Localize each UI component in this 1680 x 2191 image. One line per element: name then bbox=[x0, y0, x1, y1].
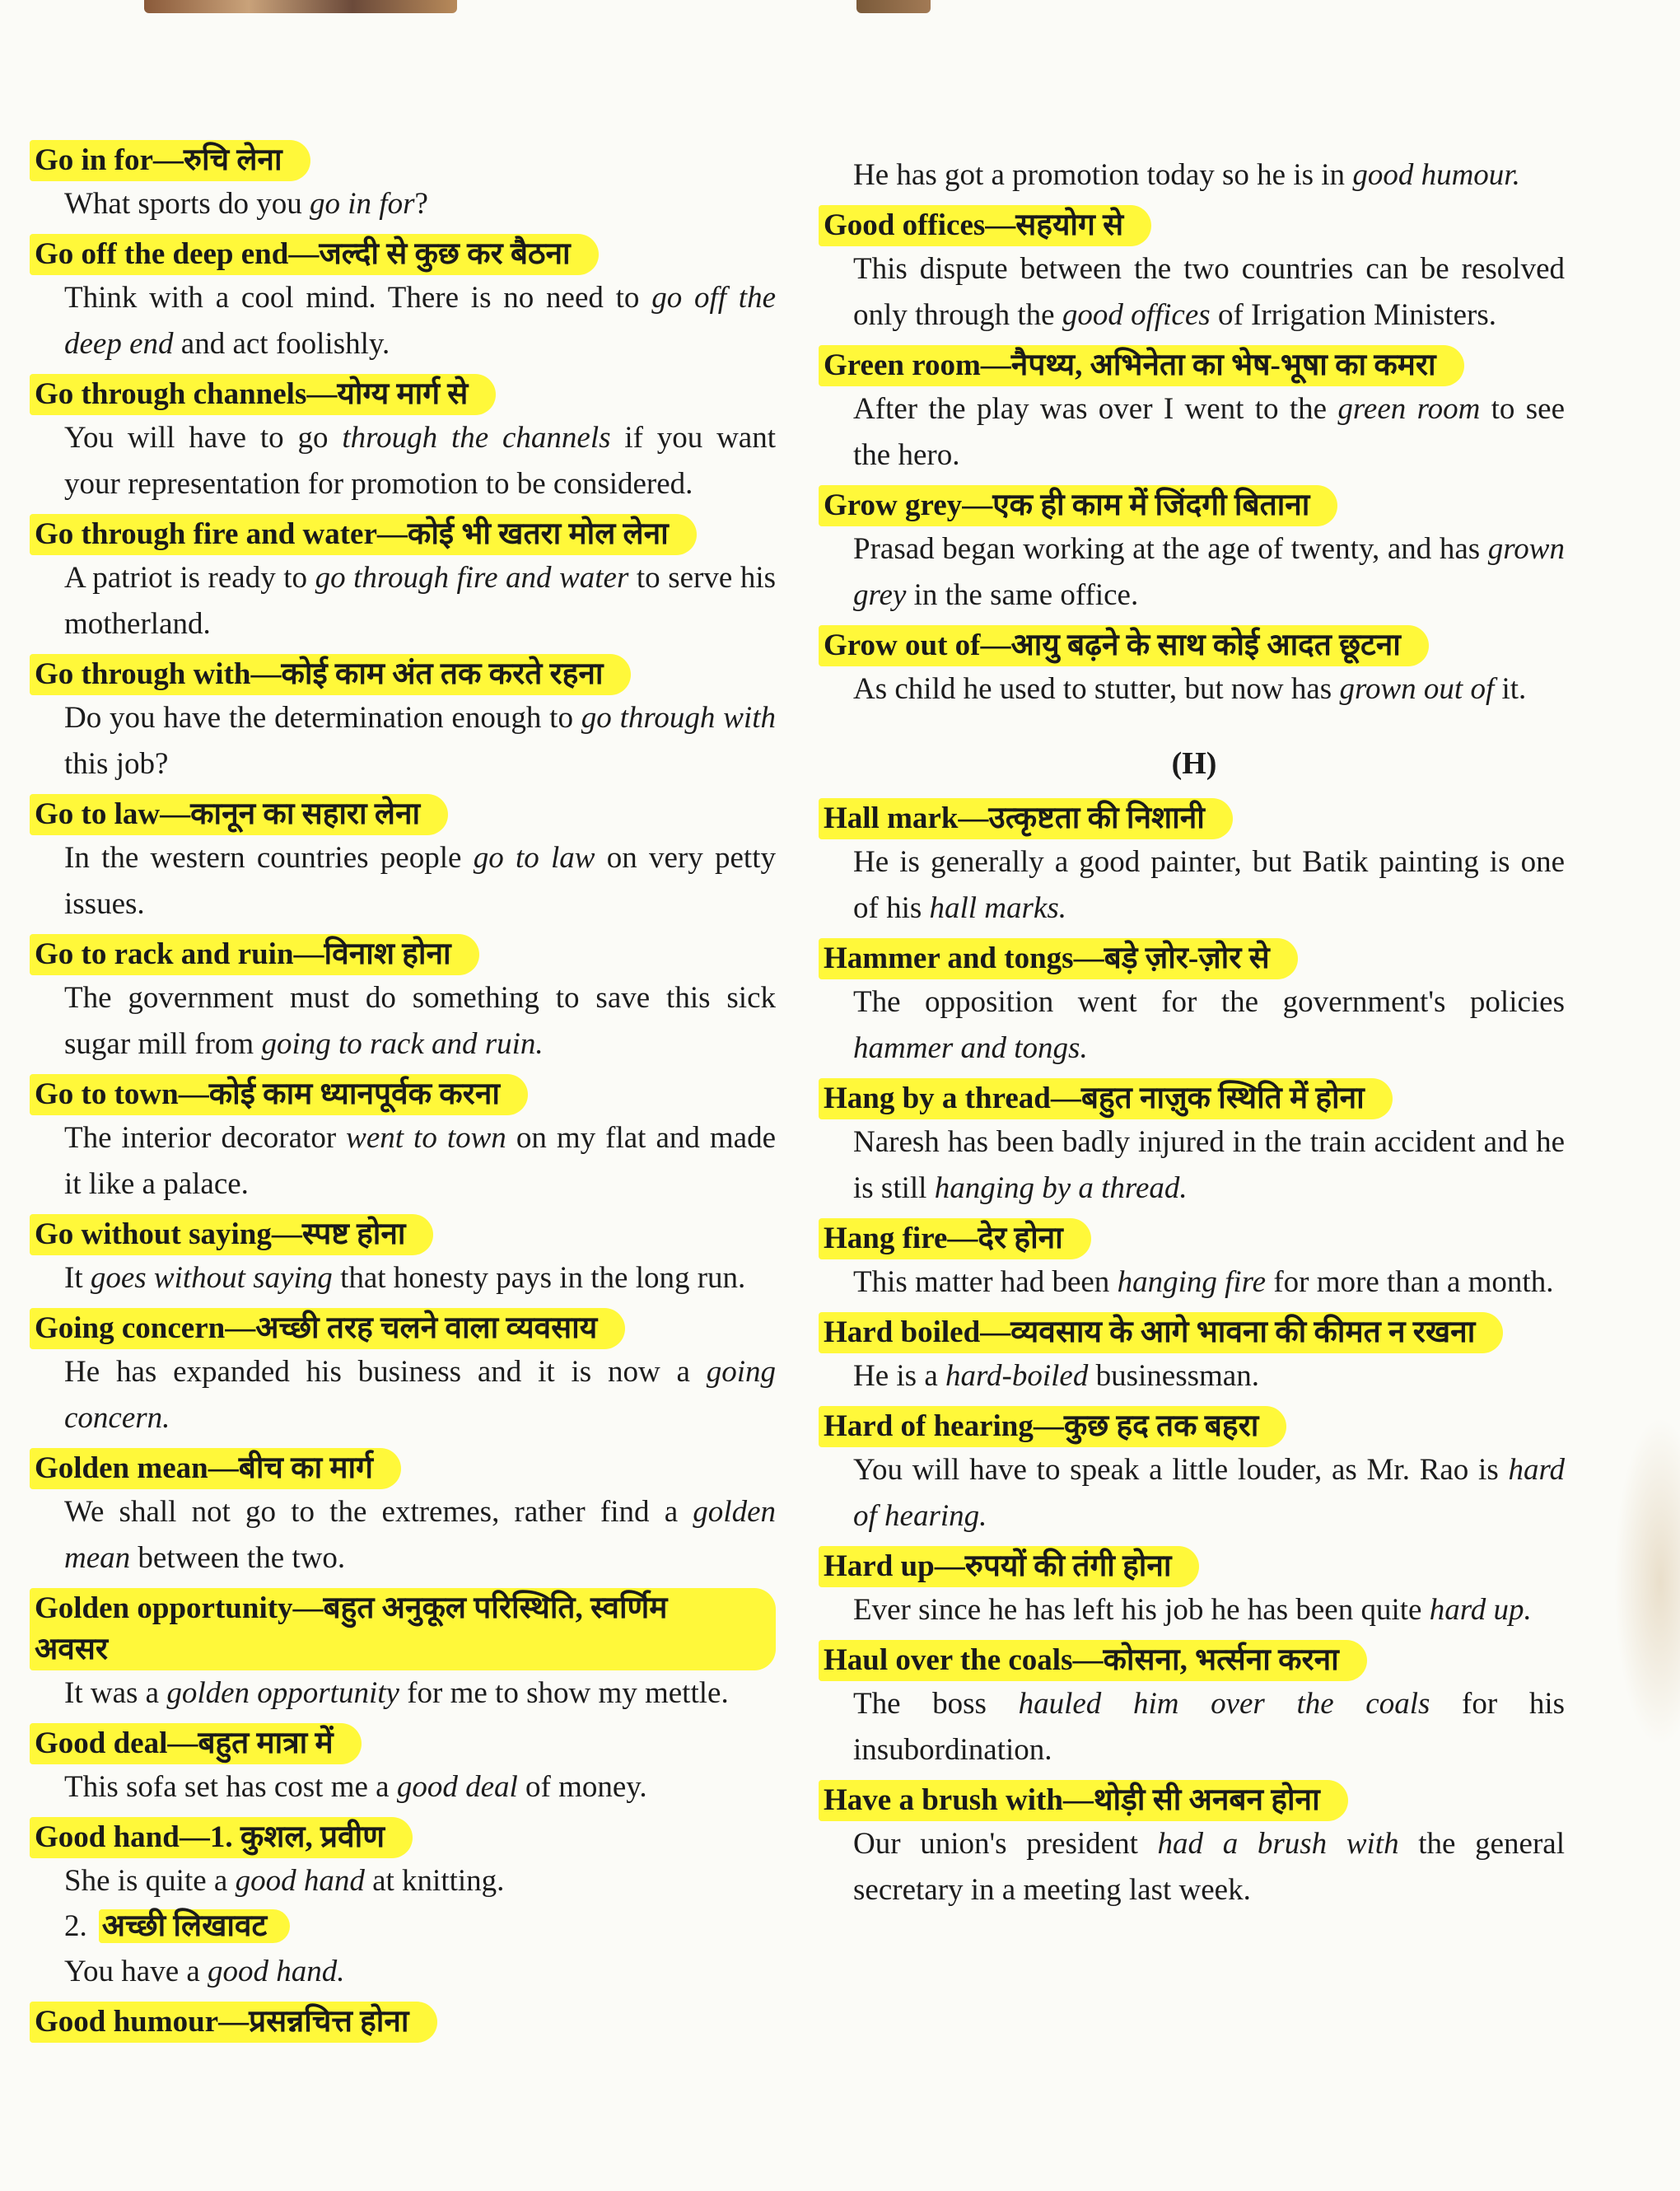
idiom-term: Hard up—रुपयों की तंगी होना bbox=[819, 1546, 1199, 1587]
idiom-term: Grow out of—आयु बढ़ने के साथ कोई आदत छूटना bbox=[819, 625, 1429, 666]
example-sentence: This sofa set has cost me a good deal of money. bbox=[64, 1770, 647, 1804]
idiom-usage: go to law bbox=[473, 841, 595, 875]
hindi-meaning: बड़े ज़ोर-ज़ोर से bbox=[1104, 941, 1270, 975]
idiom-usage: go through fire and water bbox=[315, 561, 629, 595]
example-sentence: Prasad began working at the age of twenty, and has grown grey in the same office. bbox=[853, 532, 1565, 612]
idiom-usage: good hand. bbox=[208, 1955, 345, 1988]
idiom-term: Good hand—1. कुशल, प्रवीण bbox=[30, 1817, 413, 1858]
idiom-phrase: Hammer and tongs bbox=[824, 941, 1074, 975]
idiom-term: Go without saying—स्पष्ट होना bbox=[30, 1214, 433, 1255]
example-sentence: He is generally a good painter, but Batik painting is one of his hall marks. bbox=[853, 845, 1565, 925]
idiom-phrase: Grow out of bbox=[824, 628, 981, 662]
idiom-phrase: Grow grey bbox=[824, 488, 963, 522]
idiom-entry bbox=[824, 1406, 1565, 1539]
idiom-phrase: Golden opportunity bbox=[35, 1591, 293, 1625]
hindi-meaning: उत्कृष्टता की निशानी bbox=[988, 801, 1205, 835]
idiom-phrase: Have a brush with bbox=[824, 1783, 1063, 1817]
idiom-usage: went to town bbox=[346, 1121, 506, 1155]
idiom-phrase: Hard up bbox=[824, 1549, 935, 1583]
idiom-entry bbox=[35, 1588, 776, 1717]
idiom-entry bbox=[35, 1308, 776, 1441]
example-sentence: Think with a cool mind. There is no need to go off the deep end and act foolishly. bbox=[64, 281, 777, 361]
idiom-entry bbox=[35, 1817, 776, 1995]
torn-cover-edge-right bbox=[856, 0, 931, 13]
idiom-entry bbox=[824, 1780, 1565, 1913]
hindi-meaning: नैपथ्य, अभिनेता का भेष-भूषा का कमरा bbox=[1010, 348, 1436, 382]
idiom-usage: hauled him over the coals bbox=[1018, 1687, 1430, 1721]
idiom-phrase: Hard of hearing bbox=[824, 1409, 1034, 1443]
idiom-usage: hanging fire bbox=[1117, 1265, 1267, 1299]
idiom-phrase: Hang by a thread bbox=[824, 1081, 1051, 1115]
example-sentence: As child he used to stutter, but now has grown out of it. bbox=[853, 672, 1527, 706]
idiom-term: Hard of hearing—कुछ हद तक बहरा bbox=[819, 1406, 1286, 1447]
idiom-phrase: Go through fire and water bbox=[35, 517, 377, 551]
idiom-entry bbox=[35, 140, 776, 227]
idiom-phrase: Go in for bbox=[35, 143, 153, 177]
example-sentence: It goes without saying that honesty pays in the long run. bbox=[64, 1261, 746, 1295]
idiom-phrase: Go through channels bbox=[35, 377, 307, 411]
idiom-term: Good humour—प्रसन्नचित्त होना bbox=[30, 2002, 437, 2043]
hindi-meaning: बहुत नाज़ुक स्थिति में होना bbox=[1080, 1081, 1365, 1115]
idiom-usage: go in for bbox=[310, 187, 415, 221]
idiom-phrase: Good hand bbox=[35, 1820, 180, 1854]
hindi-meaning: देर होना bbox=[978, 1222, 1063, 1255]
idiom-entry bbox=[824, 1640, 1565, 1773]
idiom-usage: hanging by a thread. bbox=[934, 1171, 1188, 1205]
idiom-entry bbox=[35, 1723, 776, 1810]
torn-cover-edge-left bbox=[144, 0, 457, 13]
idiom-phrase: Go to rack and ruin bbox=[35, 937, 294, 971]
hindi-meaning: आयु बढ़ने के साथ कोई आदत छूटना bbox=[1010, 628, 1401, 662]
idiom-term: Go in for—रुचि लेना bbox=[30, 140, 310, 181]
example-sentence: The boss hauled him over the coals for his insubordination. bbox=[853, 1687, 1566, 1767]
idiom-entry bbox=[824, 1078, 1565, 1212]
hindi-meaning: एक ही काम में जिंदगी बिताना bbox=[992, 488, 1310, 522]
idiom-usage: golden opportunity bbox=[166, 1676, 399, 1710]
example-sentence: Our union's president had a brush with the general secretary in a meeting last week. bbox=[853, 1827, 1565, 1907]
idiom-phrase: Go to town bbox=[35, 1077, 179, 1111]
idiom-phrase: Golden mean bbox=[35, 1451, 208, 1485]
idiom-term: Go to town—कोई काम ध्यानपूर्वक करना bbox=[30, 1074, 528, 1115]
idiom-entry bbox=[824, 1218, 1565, 1306]
idiom-phrase: Go without saying bbox=[35, 1217, 272, 1251]
idiom-term: Haul over the coals—कोसना, भर्त्सना करना bbox=[819, 1640, 1367, 1681]
sense-number: 2. bbox=[64, 1909, 87, 1943]
idiom-usage: hall marks. bbox=[929, 891, 1066, 925]
idiom-usage: good hand bbox=[235, 1864, 365, 1898]
example-sentence: He is a hard-boiled businessman. bbox=[853, 1359, 1259, 1393]
example-sentence: In the western countries people go to law on very petty issues. bbox=[64, 841, 776, 921]
idiom-usage: good deal bbox=[396, 1770, 518, 1804]
idiom-entry bbox=[824, 1546, 1565, 1633]
idiom-usage: going to rack and ruin. bbox=[261, 1027, 544, 1061]
idiom-term: Golden opportunity—बहुत अनुकूल परिस्थिति, स्वर्णिम अवसर bbox=[30, 1588, 776, 1670]
hindi-meaning: थोड़ी सी अनबन होना bbox=[1093, 1783, 1320, 1817]
hindi-meaning: विनाश होना bbox=[324, 937, 451, 971]
idiom-term: Going concern—अच्छी तरह चलने वाला व्यवसाय bbox=[30, 1308, 625, 1349]
idiom-entry bbox=[35, 2002, 776, 2043]
example-sentence: Do you have the determination enough to go through with this job? bbox=[64, 701, 776, 781]
section-heading: (H) bbox=[1171, 746, 1217, 781]
idiom-usage: go through with bbox=[581, 701, 776, 735]
idiom-term: Hard boiled—व्यवसाय के आगे भावना की कीमत न रखना bbox=[819, 1312, 1503, 1353]
hindi-meaning: जल्दी से कुछ कर बैठना bbox=[319, 237, 571, 271]
example-sentence: The government must do something to save this sick sugar mill from going to rack and ruin. bbox=[64, 981, 776, 1061]
idiom-entry bbox=[824, 798, 1565, 932]
example-sentence: You will have to go through the channels if you want your representation for promotion to be considered. bbox=[64, 421, 777, 501]
idiom-usage: grown grey bbox=[853, 532, 1565, 612]
example-sentence: You have a good hand. bbox=[64, 1955, 345, 1988]
idiom-entry bbox=[35, 1448, 776, 1581]
idiom-term: Good deal—बहुत मात्रा में bbox=[30, 1723, 362, 1764]
idiom-term: Have a brush with—थोड़ी सी अनबन होना bbox=[819, 1780, 1348, 1821]
idiom-usage: hammer and tongs. bbox=[853, 1031, 1088, 1065]
idiom-entry bbox=[824, 938, 1565, 1072]
idiom-term: Hall mark—उत्कृष्टता की निशानी bbox=[819, 798, 1233, 839]
hindi-meaning: स्पष्ट होना bbox=[301, 1217, 406, 1251]
idiom-usage: going concern. bbox=[64, 1355, 776, 1435]
idiom-phrase: Good deal bbox=[35, 1726, 168, 1760]
idiom-term: Go through with—कोई काम अंत तक करते रहना bbox=[30, 654, 631, 695]
idiom-usage: go off the deep end bbox=[64, 281, 777, 361]
example-sentence: Naresh has been badly injured in the train accident and he is still hanging by a thread. bbox=[853, 1125, 1565, 1205]
idiom-phrase: Go off the deep end bbox=[35, 237, 289, 271]
idiom-entry bbox=[35, 1074, 776, 1208]
idiom-term: Go through fire and water—कोई भी खतरा मोल लेना bbox=[30, 514, 697, 555]
idiom-phrase: Go through with bbox=[35, 657, 251, 691]
idiom-term: Go off the deep end—जल्दी से कुछ कर बैठना bbox=[30, 234, 599, 275]
hindi-meaning: कानून का सहारा लेना bbox=[190, 797, 421, 831]
example-sentence: She is quite a good hand at knitting. bbox=[64, 1864, 505, 1898]
idiom-entry bbox=[35, 654, 776, 787]
example-sentence: He has expanded his business and it is now a going concern. bbox=[64, 1355, 776, 1435]
idiom-term: Grow grey—एक ही काम में जिंदगी बिताना bbox=[819, 485, 1337, 526]
hindi-meaning: अच्छी तरह चलने वाला व्यवसाय bbox=[255, 1311, 598, 1345]
idiom-term: Go to law—कानून का सहारा लेना bbox=[30, 794, 448, 835]
idiom-term: Hang fire—देर होना bbox=[819, 1218, 1091, 1259]
example-sentence: He has got a promotion today so he is in good humour. bbox=[853, 158, 1520, 192]
idiom-entry bbox=[35, 514, 776, 647]
example-sentence: It was a golden opportunity for me to show my mettle. bbox=[64, 1676, 729, 1710]
idiom-usage: green room bbox=[1337, 392, 1481, 426]
idiom-usage: good offices bbox=[1062, 298, 1211, 332]
idiom-entry bbox=[35, 934, 776, 1067]
idiom-term: Golden mean—बीच का मार्ग bbox=[30, 1448, 401, 1489]
example-sentence: The opposition went for the government's policies hammer and tongs. bbox=[853, 985, 1565, 1065]
hindi-meaning: प्रसन्नचित्त होना bbox=[249, 2005, 409, 2039]
idiom-term: Hang by a thread—बहुत नाज़ुक स्थिति में होना bbox=[819, 1078, 1393, 1119]
idiom-usage: hard-boiled bbox=[945, 1359, 1089, 1393]
idiom-phrase: Going concern bbox=[35, 1311, 226, 1345]
example-sentence: This dispute between the two countries can be resolved only through the good offices of Irrigation Ministers. bbox=[853, 252, 1565, 332]
hindi-meaning: कोई भी खतरा मोल लेना bbox=[407, 517, 669, 551]
hindi-meaning: कोई काम ध्यानपूर्वक करना bbox=[208, 1077, 500, 1111]
example-sentence: The interior decorator went to town on my flat and made it like a palace. bbox=[64, 1121, 776, 1201]
hindi-meaning: 1. कुशल, प्रवीण bbox=[209, 1820, 385, 1854]
idiom-term: Green room—नैपथ्य, अभिनेता का भेष-भूषा का कमरा bbox=[819, 345, 1464, 386]
second-sense bbox=[64, 1904, 776, 1949]
idiom-usage: good humour. bbox=[1352, 158, 1520, 192]
idiom-usage: goes without saying bbox=[90, 1261, 333, 1295]
idiom-usage: hard of hearing. bbox=[853, 1453, 1565, 1533]
idiom-term: Good offices—सहयोग से bbox=[819, 205, 1151, 246]
idiom-phrase: Go to law bbox=[35, 797, 161, 831]
idiom-term: Go through channels—योग्य मार्ग से bbox=[30, 374, 496, 415]
example-sentence: This matter had been hanging fire for more than a month. bbox=[853, 1265, 1554, 1299]
idiom-phrase: Good offices bbox=[824, 208, 986, 242]
idiom-term: Hammer and tongs—बड़े ज़ोर-ज़ोर से bbox=[819, 938, 1298, 979]
idiom-usage: through the channels bbox=[342, 421, 611, 455]
hindi-meaning: कुछ हद तक बहरा bbox=[1063, 1409, 1259, 1443]
hindi-meaning: योग्य मार्ग से bbox=[337, 377, 469, 411]
idiom-phrase: Good humour bbox=[35, 2005, 219, 2039]
hindi-meaning: रुपयों की तंगी होना bbox=[964, 1549, 1172, 1583]
idiom-term: Go to rack and ruin—विनाश होना bbox=[30, 934, 479, 975]
hindi-meaning: बहुत मात्रा में bbox=[198, 1726, 334, 1760]
example-sentence: After the play was over I went to the green room to see the hero. bbox=[853, 392, 1565, 472]
left-column bbox=[35, 140, 776, 2049]
idiom-entry bbox=[824, 625, 1565, 712]
idiom-phrase: Hard boiled bbox=[824, 1315, 981, 1349]
idiom-entry bbox=[824, 485, 1565, 619]
example-sentence: You will have to speak a little louder, as Mr. Rao is hard of hearing. bbox=[853, 1453, 1565, 1533]
hindi-meaning: कोसना, भर्त्सना करना bbox=[1103, 1643, 1339, 1677]
hindi-meaning: अच्छी लिखावट bbox=[99, 1909, 290, 1943]
idiom-entry bbox=[824, 345, 1565, 479]
idiom-usage: grown out of bbox=[1339, 672, 1495, 706]
example-sentence: Ever since he has left his job he has been quite hard up. bbox=[853, 1593, 1532, 1627]
example-sentence: We shall not go to the extremes, rather find a golden mean between the two. bbox=[64, 1495, 776, 1575]
idiom-phrase: Haul over the coals bbox=[824, 1643, 1073, 1677]
hindi-meaning: बीच का मार्ग bbox=[238, 1451, 373, 1485]
idiom-usage: had a brush with bbox=[1157, 1827, 1399, 1861]
example-sentence: A patriot is ready to go through fire and water to serve his motherland. bbox=[64, 561, 777, 641]
idiom-entry bbox=[35, 234, 776, 367]
hindi-meaning: बहुत अनुकूल परिस्थिति, स्वर्णिम अवसर bbox=[35, 1591, 668, 1666]
idiom-phrase: Hang fire bbox=[824, 1222, 948, 1255]
idiom-usage: golden mean bbox=[64, 1495, 776, 1575]
idiom-entry bbox=[824, 1312, 1565, 1399]
example-sentence: What sports do you go in for? bbox=[64, 187, 428, 221]
idiom-phrase: Green room bbox=[824, 348, 981, 382]
idiom-usage: hard up. bbox=[1429, 1593, 1532, 1627]
right-column bbox=[824, 152, 1565, 1920]
idiom-entry bbox=[824, 152, 1565, 199]
idiom-phrase: Hall mark bbox=[824, 801, 959, 835]
hindi-meaning: सहयोग से bbox=[1015, 208, 1124, 242]
idiom-entry bbox=[35, 1214, 776, 1301]
idiom-entry bbox=[824, 205, 1565, 339]
hindi-meaning: कोई काम अंत तक करते रहना bbox=[281, 657, 604, 691]
hindi-meaning: व्यवसाय के आगे भावना की कीमत न रखना bbox=[1010, 1315, 1476, 1349]
hindi-meaning: रुचि लेना bbox=[183, 143, 282, 177]
idiom-entry bbox=[35, 374, 776, 507]
paper-stain bbox=[1614, 1417, 1680, 1746]
idiom-entry bbox=[35, 794, 776, 927]
